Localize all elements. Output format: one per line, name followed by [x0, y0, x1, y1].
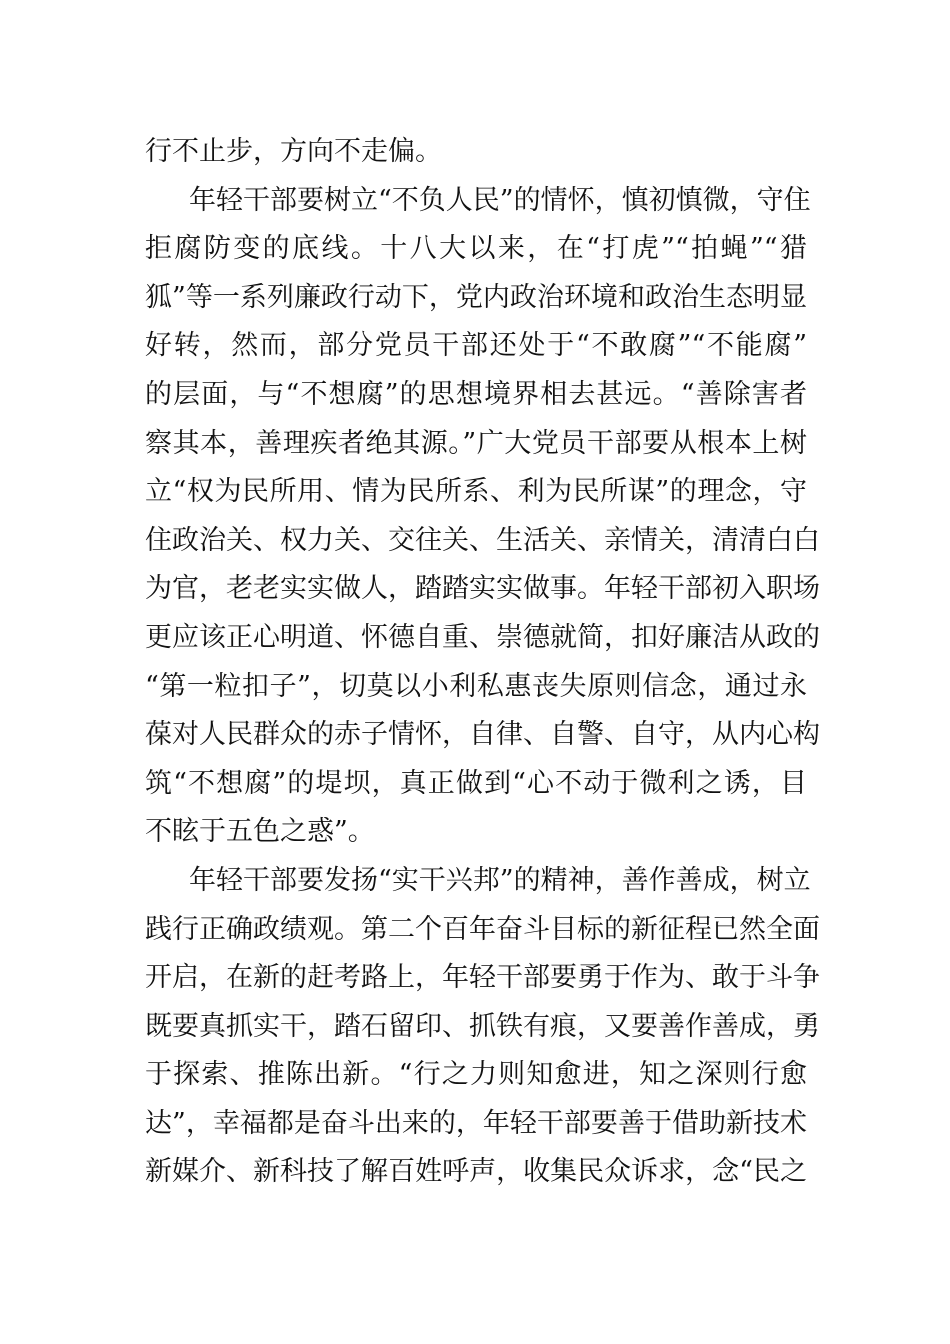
text-line: “第一粒扣子”，切莫以小利私惠丧失原则信念，通过永: [145, 670, 807, 702]
text-line: 的层面，与“不想腐”的思想境界相去甚远。“善除害者: [145, 378, 807, 410]
text-line: 更应该正心明道、怀德自重、崇德就简，扣好廉洁从政的: [145, 621, 820, 653]
paragraph-first-line: 年轻干部要树立“不负人民”的情怀，慎初慎微，守住: [189, 184, 811, 216]
text-line: 拒腐防变的底线。十八大以来，在“打虎”“拍蝇”“猎: [145, 233, 807, 265]
text-line: 筑“不想腐”的堤坝，真正做到“心不动于微利之诱，目: [145, 767, 807, 799]
text-line: 践行正确政绩观。第二个百年奋斗目标的新征程已然全面: [145, 913, 820, 945]
text-line: 既要真抓实干，踏石留印、抓铁有痕，又要善作善成，勇: [145, 1010, 820, 1042]
text-line: 住政治关、权力关、交往关、生活关、亲情关，清清白白: [145, 524, 820, 556]
text-line: 立“权为民所用、情为民所系、利为民所谋”的理念，守: [145, 476, 807, 508]
text-line: 行不止步，方向不走偏。: [145, 136, 442, 167]
text-line: 好转，然而，部分党员干部还处于“不敢腐”“不能腐”: [145, 330, 807, 362]
text-line: 新媒介、新科技了解百姓呼声，收集民众诉求，念“民之: [145, 1156, 807, 1188]
text-line: 开启，在新的赶考路上，年轻干部要勇于作为、敢于斗争: [145, 962, 820, 994]
text-line: 为官，老老实实做人，踏踏实实做事。年轻干部初入职场: [145, 573, 820, 605]
text-line: 葆对人民群众的赤子情怀，自律、自警、自守，从内心构: [145, 719, 820, 751]
text-line: 不眩于五色之惑”。: [145, 816, 375, 848]
text-line: 达”，幸福都是奋斗出来的，年轻干部要善于借助新技术: [145, 1107, 807, 1139]
text-line: 狐”等一系列廉政行动下，党内政治环境和政治生态明显: [145, 281, 807, 313]
paragraph-first-line: 年轻干部要发扬“实干兴邦”的精神，善作善成，树立: [189, 864, 811, 896]
text-line: 于探索、推陈出新。“行之力则知愈进，知之深则行愈: [145, 1059, 807, 1091]
text-line: 察其本，善理疾者绝其源。”广大党员干部要从根本上树: [145, 427, 807, 459]
body-text: [145, 128, 820, 1197]
